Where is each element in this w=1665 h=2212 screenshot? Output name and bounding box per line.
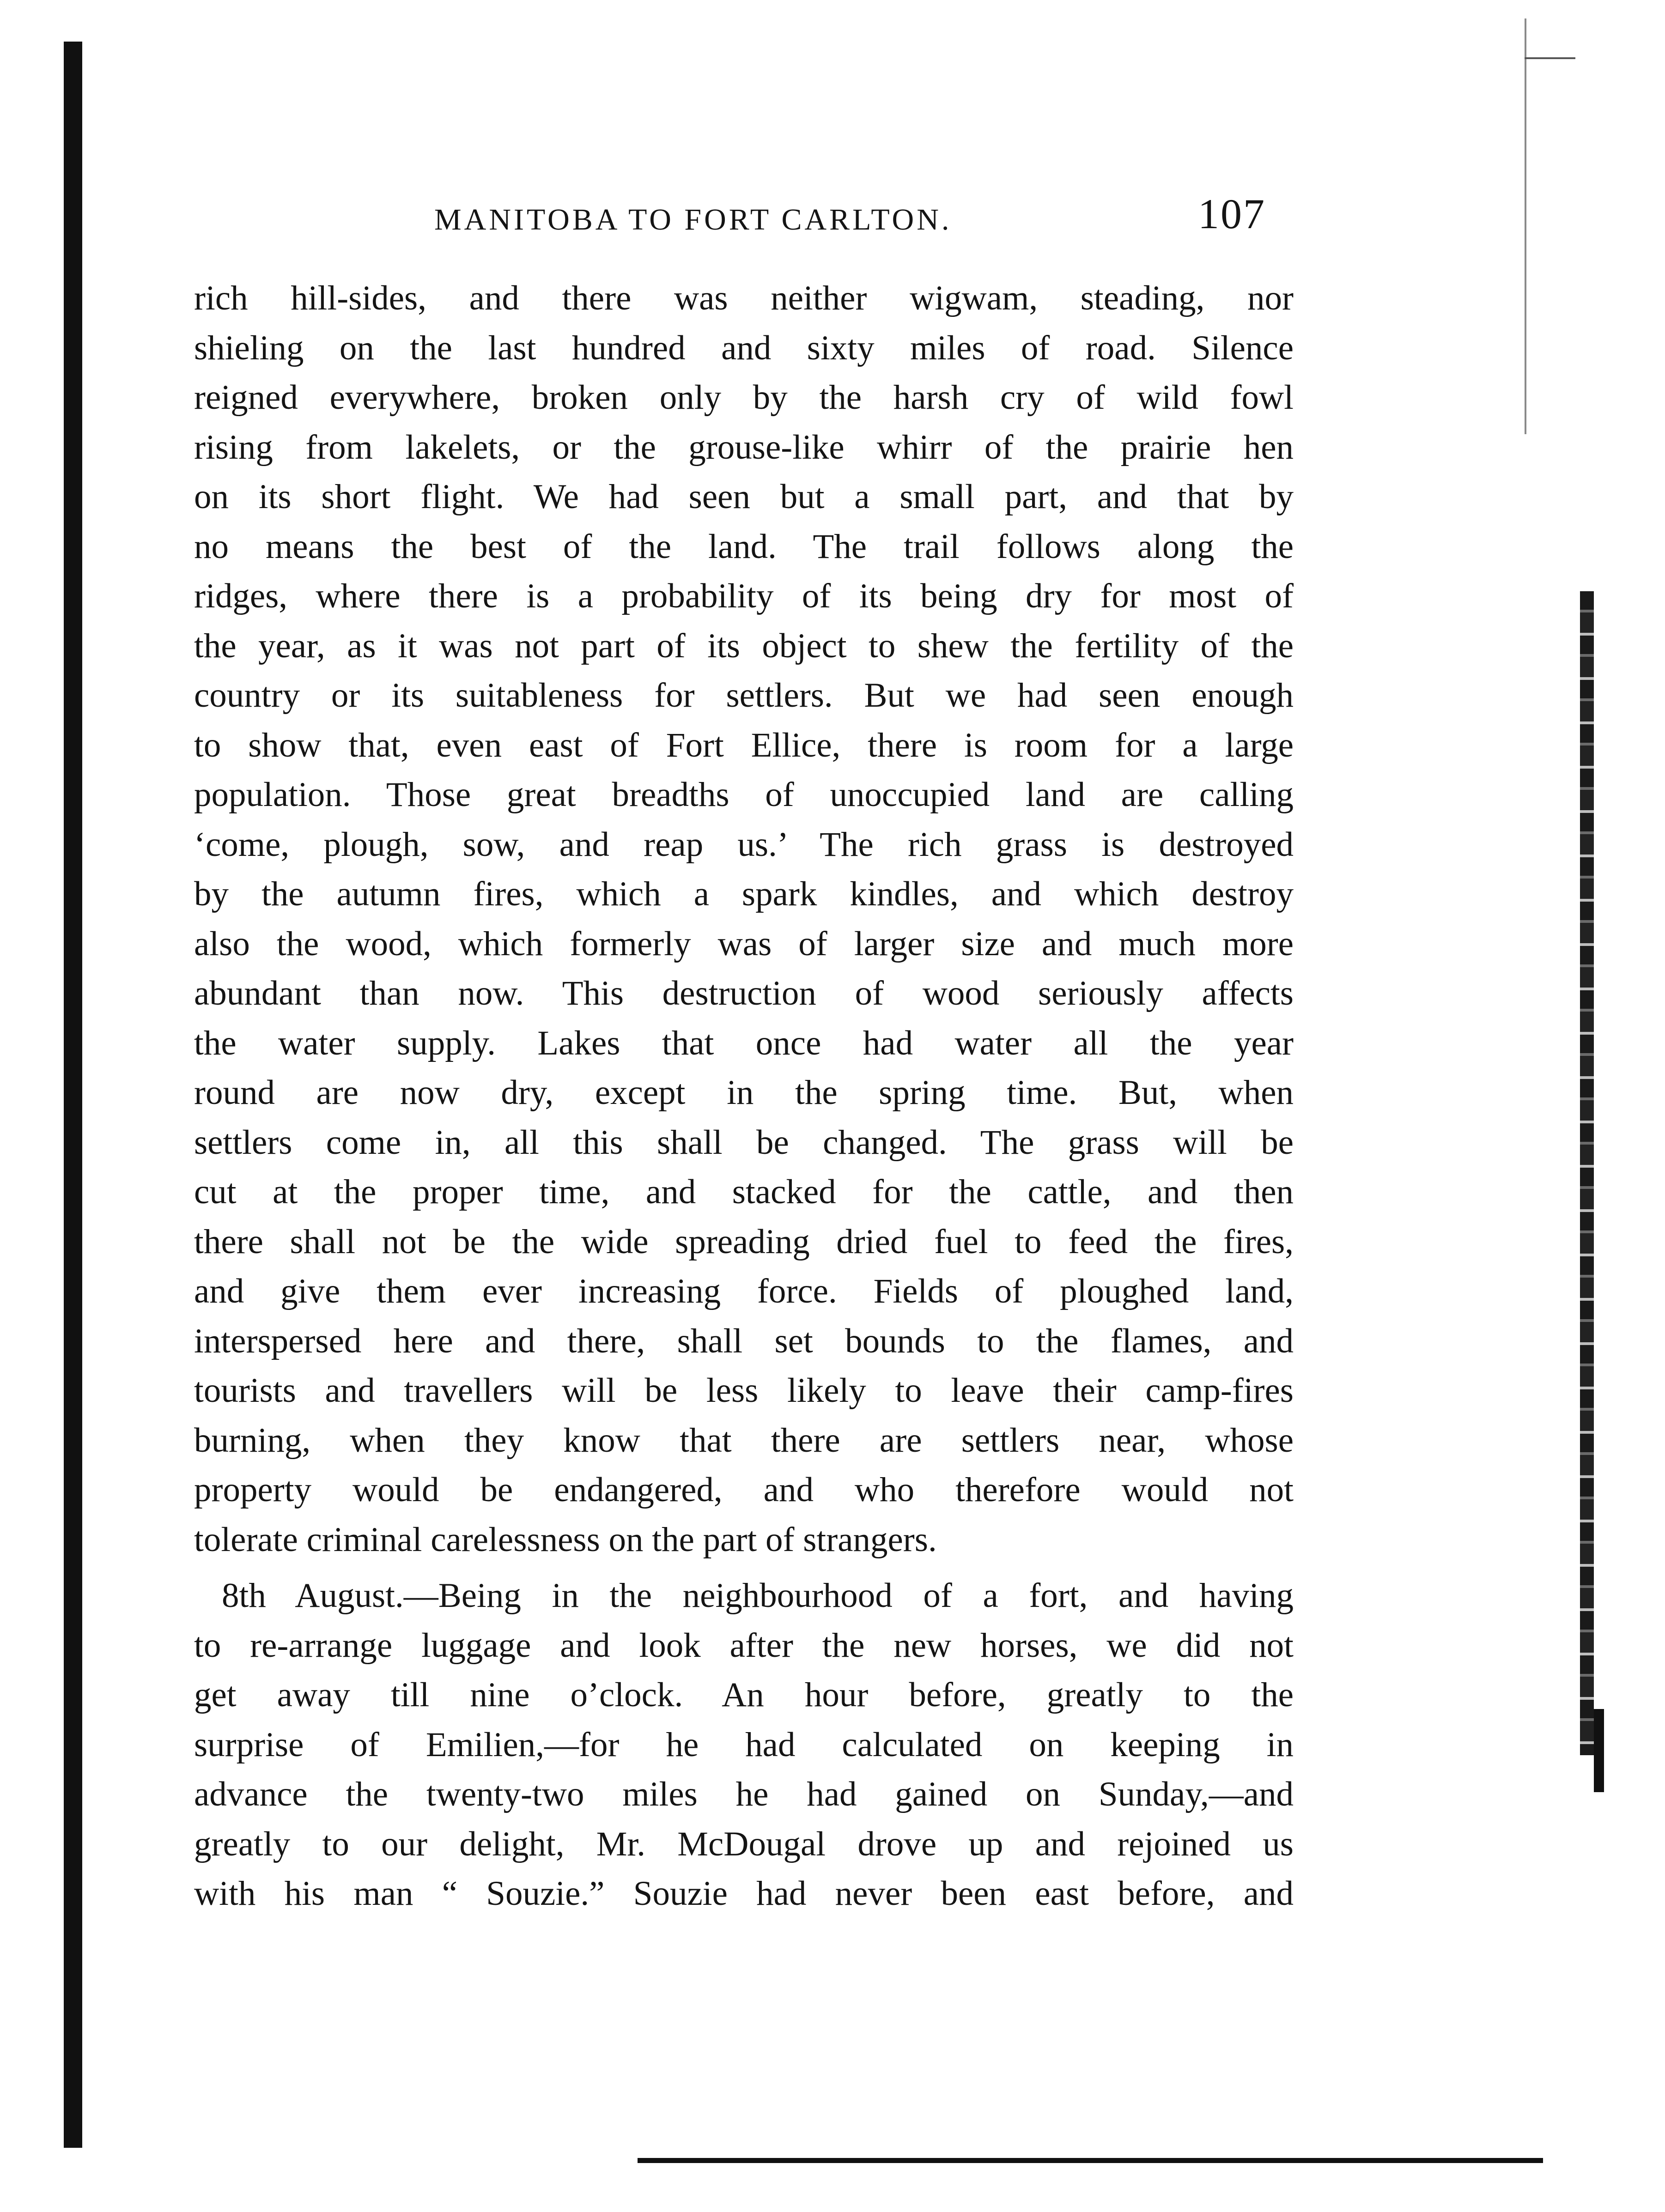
scan-margin-mark-top bbox=[1525, 57, 1575, 59]
text-line: shieling on the last hundred and sixty miles of road. Silence bbox=[194, 328, 1294, 367]
running-head bbox=[194, 189, 1266, 245]
text-line: on its short flight. We had seen but a small part, and that by bbox=[194, 478, 1294, 516]
text-line: advance the twenty-two miles he had gained on Sunday,—and bbox=[194, 1775, 1294, 1813]
text-line: rising from lakelets, or the grouse-like whirr of the prairie hen bbox=[194, 428, 1294, 467]
text-line: tourists and travellers will be less likely to leave their camp-fires bbox=[194, 1371, 1294, 1410]
paragraph-2 bbox=[194, 1571, 1294, 1919]
text-line: to re-arrange luggage and look after the new horses, we did not bbox=[194, 1626, 1294, 1665]
text-line: by the autumn fires, which a spark kindles, and which destroy bbox=[194, 875, 1294, 913]
scan-edge-shadow bbox=[64, 42, 82, 2148]
text-line: no means the best of the land. The trail follows along the bbox=[194, 527, 1294, 566]
text-line: ‘come, plough, sow, and reap us.’ The rich grass is destroyed bbox=[194, 825, 1294, 864]
body-text bbox=[194, 273, 1294, 1919]
text-line: interspersed here and there, shall set bounds to the flames, and bbox=[194, 1321, 1294, 1360]
text-line: country or its suitableness for settlers. But we had seen enough bbox=[194, 676, 1294, 715]
text-line: property would be endangered, and who therefore would not bbox=[194, 1471, 1294, 1509]
text-line: ridges, where there is a probability of its being dry for most of bbox=[194, 577, 1294, 615]
text-line: also the wood, which formerly was of larger size and much more bbox=[194, 924, 1294, 963]
text-line: settlers come in, all this shall be changed. The grass will be bbox=[194, 1123, 1294, 1162]
text-line: with his man “ Souzie.” Souzie had never been east before, and bbox=[194, 1874, 1294, 1913]
text-line: tolerate criminal carelessness on the part of strangers. bbox=[194, 1520, 937, 1559]
text-line: get away till nine o’clock. An hour before, greatly to the bbox=[194, 1676, 1294, 1714]
text-line: rich hill-sides, and there was neither wigwam, steading, nor bbox=[194, 279, 1294, 317]
page-number: 107 bbox=[1198, 190, 1266, 237]
text-line: greatly to our delight, Mr. McDougal drove up and rejoined us bbox=[194, 1824, 1294, 1863]
text-line: the year, as it was not part of its object to shew the fertility of the bbox=[194, 626, 1294, 665]
text-line: and give them ever increasing force. Fields of ploughed land, bbox=[194, 1272, 1294, 1310]
scan-bottom-rule bbox=[638, 2158, 1543, 2163]
text-line: population. Those great breadths of unoccupied land are calling bbox=[194, 776, 1294, 814]
running-title: MANITOBA TO FORT CARLTON. bbox=[434, 203, 952, 236]
text-line: there shall not be the wide spreading dried fuel to feed the fires, bbox=[194, 1222, 1294, 1261]
text-line: reigned everywhere, broken only by the harsh cry of wild fowl bbox=[194, 378, 1294, 417]
text-line: surprise of Emilien,—for he had calculated on keeping in bbox=[194, 1725, 1294, 1764]
paragraph-1 bbox=[194, 273, 1294, 1564]
text-line: round are now dry, except in the spring time. But, when bbox=[194, 1073, 1294, 1112]
text-line: the water supply. Lakes that once had water all the year bbox=[194, 1024, 1294, 1062]
text-line: cut at the proper time, and stacked for the cattle, and then bbox=[194, 1173, 1294, 1211]
text-line: abundant than now. This destruction of wood seriously affects bbox=[194, 974, 1294, 1012]
text-line: 8th August.—Being in the neighbourhood of a fort, and having bbox=[222, 1576, 1294, 1615]
scan-edge-strip-lower bbox=[1594, 1709, 1604, 1792]
scan-edge-strip bbox=[1580, 591, 1594, 1755]
text-line: burning, when they know that there are settlers near, whose bbox=[194, 1421, 1294, 1460]
scan-margin-mark bbox=[1525, 18, 1526, 434]
text-line: to show that, even east of Fort Ellice, there is room for a large bbox=[194, 726, 1294, 764]
